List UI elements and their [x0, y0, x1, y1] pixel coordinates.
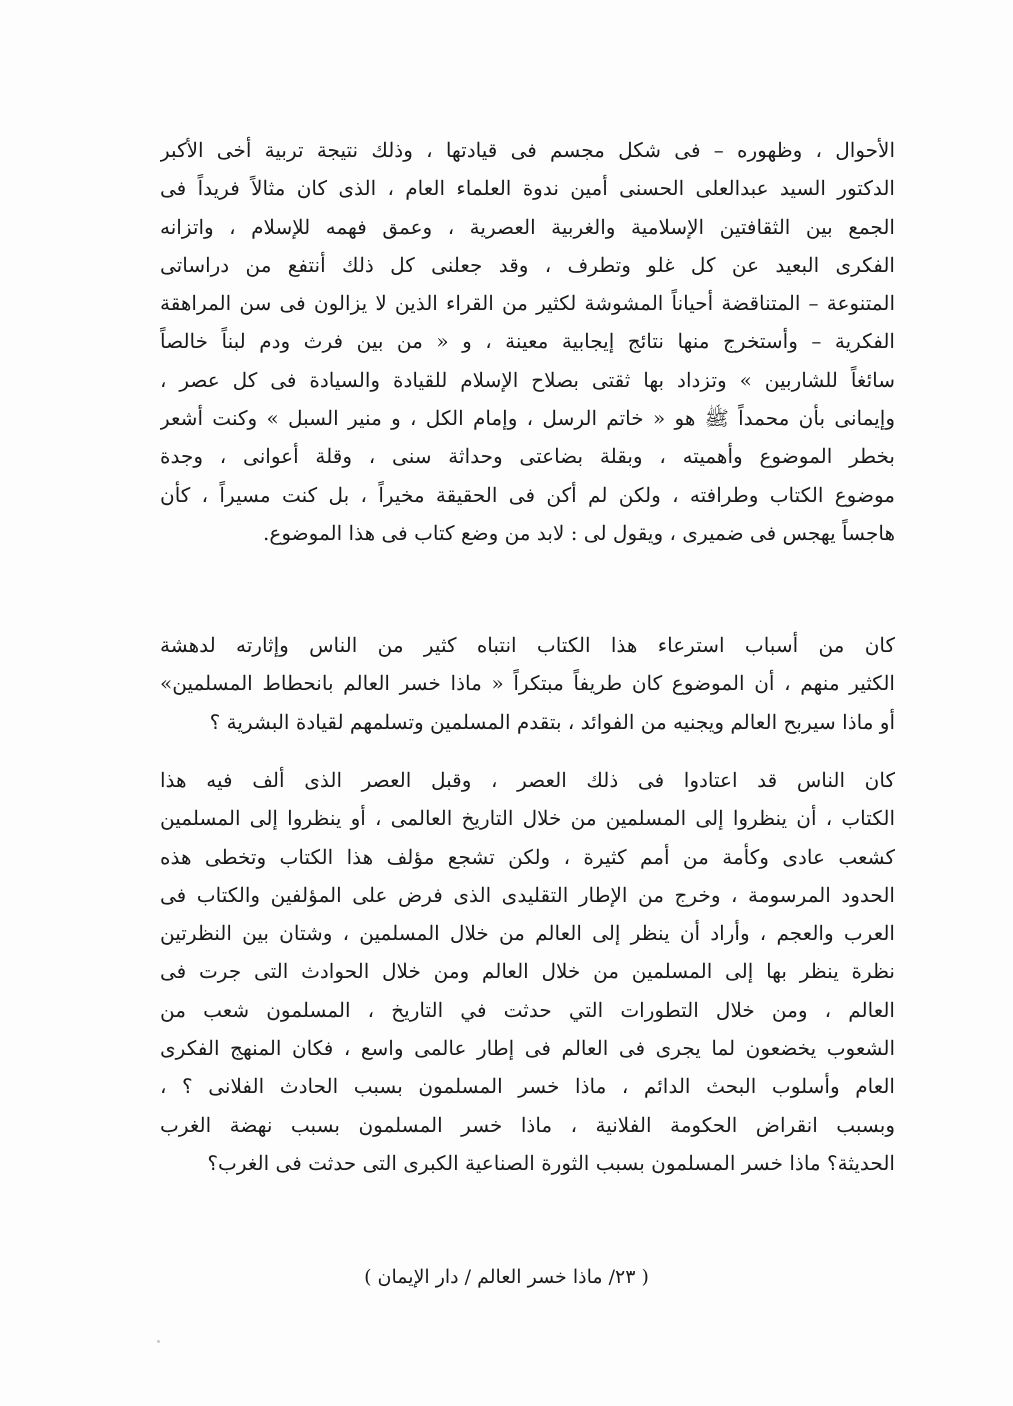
text-line: الجمع بين الثقافتين الإسلامية والغربية العصرية ، وعمق فهمه للإسلام ، واتزانه — [160, 214, 895, 239]
scan-speck — [157, 1340, 160, 1343]
text-line: العالم ، ومن خلال التطورات التي حدثت في التاريخ ، المسلمون شعب من — [160, 997, 895, 1022]
text-line: المتنوعة – المتناقضة أحياناً المشوشة لكثير من القراء الذين لا يزالون فى سن المراهقة — [160, 291, 895, 316]
text-line: وبسبب انقراض الحكومة الفلانية ، ماذا خسر المسلمون بسبب نهضة الغرب — [160, 1112, 895, 1137]
text-line: الحديثة؟ ماذا خسر المسلمون بسبب الثورة الصناعية الكبرى التى حدثت فى الغرب؟ — [207, 1150, 895, 1175]
text-line: موضوع الكتاب وطرافته ، ولكن لم أكن فى الحقيقة مخيراً ، بل كنت مسيراً ، كأن — [160, 482, 895, 507]
text-line: الدكتور السيد عبدالعلى الحسنى أمين ندوة العلماء العام ، الذى كان مثالاً فريداً فى — [160, 176, 895, 201]
paragraph-2 — [160, 626, 895, 741]
text-line: الأحوال ، وظهوره – فى شكل مجسم فى قيادتها ، وذلك نتيجة تربية أخى الأكبر — [160, 138, 895, 162]
text-line: الحدود المرسومة ، وخرج من الإطار التقليدى الذى فرض على المؤلفين والكتاب فى — [160, 882, 895, 907]
text-line: الكتاب ، أن ينظروا إلى المسلمين من خلال التاريخ العالمى ، أو ينظروا إلى المسلمين — [160, 806, 895, 831]
text-line: العام وأسلوب البحث الدائم ، ماذا خسر المسلمون بسبب الحادث الفلانى ؟ ، — [160, 1074, 895, 1099]
text-line: كان الناس قد اعتادوا فى ذلك العصر ، وقبل العصر الذى ألف فيه هذا — [160, 768, 895, 792]
text-line: الشعوب يخضعون لما يجرى فى العالم فى إطار عالمى واسع ، فكان المنهج الفكرى — [160, 1036, 895, 1061]
text-line: الفكرية – وأستخرج منها نتائج إيجابية معينة ، و « من بين فرث ودم لبناً خالصاً — [160, 329, 895, 354]
text-line: وإيمانى بأن محمداً ﷺ هو « خاتم الرسل ، وإمام الكل ، و منير السبل » وكنت أشعر — [160, 406, 895, 431]
text-line: نظرة ينظر بها إلى المسلمين من خلال العالم ومن خلال الحوادث التى جرت فى — [160, 959, 895, 984]
text-line: بخطر الموضوع وأهميته ، وبقلة بضاعتى وحداثة سنى ، وقلة أعوانى ، وجدة — [160, 444, 895, 469]
text-line: هاجساً يهجس فى ضميرى ، ويقول لى : لابد من وضع كتاب فى هذا الموضوع. — [263, 520, 895, 545]
page-footer: ( ٢٣/ ماذا خسر العالم / دار الإيمان ) — [364, 1266, 649, 1288]
text-line: العرب والعجم ، وأراد أن ينظر إلى العالم من خلال المسلمين ، وشتان بين النظرتين — [160, 921, 895, 946]
paragraph-3 — [160, 761, 895, 1182]
text-line: الكثير منهم ، أن الموضوع كان طريفاً مبتكراً « ماذا خسر العالم بانحطاط المسلمين» — [160, 671, 895, 696]
text-line: كان من أسباب استرعاء هذا الكتاب انتباه كثير من الناس وإثارته لدهشة — [160, 633, 895, 657]
text-line: كشعب عادى وكأمة من أمم كثيرة ، ولكن تشجع مؤلف هذا الكتاب وتخطى هذه — [160, 844, 895, 869]
text-line: سائغاً للشاربين » وتزداد بها ثقتى بصلاح الإسلام للقيادة والسيادة فى كل عصر ، — [160, 367, 895, 392]
paragraph-1 — [160, 131, 895, 552]
text-line: أو ماذا سيربح العالم ويجنيه من الفوائد ، بتقدم المسلمين وتسلمهم لقيادة البشرية ؟ — [209, 709, 895, 734]
text-line: الفكرى البعيد عن كل غلو وتطرف ، وقد جعلنى كل ذلك أنتفع من دراساتى — [160, 252, 895, 277]
